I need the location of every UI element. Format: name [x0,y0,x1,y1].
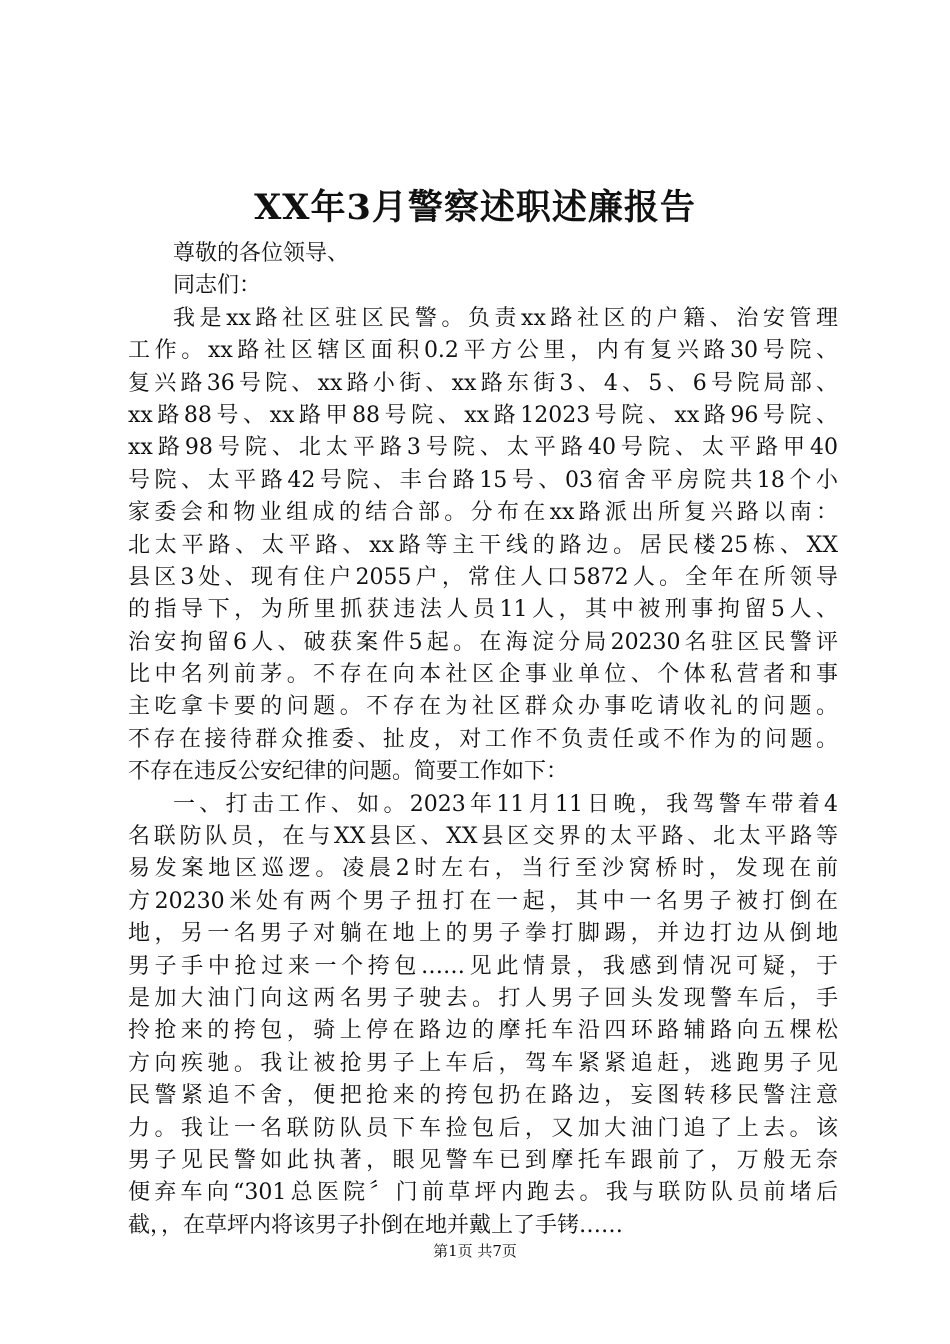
paragraph-line: 民警紧追不舍，便把抢来的挎包扔在路边，妄图转移民警注意 [128,1083,838,1109]
document-body [128,238,838,1242]
paragraph-line: 拎抢来的挎包，骑上停在路边的摩托车沿四环路辅路向五棵松 [128,1018,838,1044]
paragraph-line: 男子见民警如此执著，眼见警车已到摩托车跟前了，万般无奈 [128,1147,838,1173]
paragraph-line: 是加大油门向这两名男子驶去。打人男子回头发现警车后，手 [128,985,838,1011]
paragraph-line: 复兴路36号院、xx路小街、xx路东街3、4、5、6号院局部、 [128,370,838,396]
paragraph-line: 比中名列前茅。不存在向本社区企事业单位、个体私营者和事 [128,662,838,688]
paragraph-line: 号院、太平路42号院、丰台路15号、03宿舍平房院共18个小 [128,467,838,493]
paragraph-line: 不存在接待群众推委、扯皮，对工作不负责任或不作为的问题。 [128,726,838,752]
paragraph-line: 便弃车向“301总医院〞门前草坪内跑去。我与联防队员前堵后 [128,1180,838,1206]
paragraph-line: 一、打击工作、如。2023年11月11日晚，我驾警车带着4 [173,791,838,817]
greeting-line: 同志们： [173,273,262,299]
paragraph-line: 方20230米处有两个男子扭打在一起，其中一名男子被打倒在 [128,888,838,914]
page-number-footer: 第1页 共7页 [433,1242,517,1260]
greeting-line: 尊敬的各位领导、 [173,241,350,266]
paragraph-line: 易发案地区巡逻。凌晨2时左右，当行至沙窝桥时，发现在前 [128,856,838,882]
paragraph-line: xx路98号院、北太平路3号院、太平路40号院、太平路甲40 [128,435,838,461]
paragraph-line: 工作。xx路社区辖区面积0.2平方公里，内有复兴路30号院、 [128,338,838,364]
paragraph-line: 男子手中抢过来一个挎包……见此情景，我感到情况可疑，于 [128,953,838,979]
document-title: XX年3月警察述职述廉报告 [254,187,696,228]
paragraph-line: 名联防队员，在与XX县区、XX县区交界的太平路、北太平路等 [128,824,838,850]
paragraph-line: 主吃拿卡要的问题。不存在为社区群众办事吃请收礼的问题。 [128,694,838,720]
paragraph-line: 不存在违反公安纪律的问题。简要工作如下： [128,759,569,785]
paragraph-line: 我是xx路社区驻区民警。负责xx路社区的户籍、治安管理 [173,305,838,331]
paragraph-line: 的指导下，为所里抓获违法人员11人，其中被刑事拘留5人、 [128,597,838,623]
paragraph-line: 地，另一名男子对躺在地上的男子拳打脚踢，并边打边从倒地 [128,921,838,947]
paragraph-line: xx路88号、xx路甲88号院、xx路12023号院、xx路96号院、 [128,402,838,428]
paragraph-line: 力。我让一名联防队员下车捡包后，又加大油门追了上去。该 [128,1115,838,1141]
paragraph-line: 县区3处、现有住户2055户，常住人口5872人。全年在所领导 [128,564,838,590]
paragraph-line: 方向疾驰。我让被抢男子上车后，驾车紧紧追赶，逃跑男子见 [128,1050,838,1076]
paragraph-line: 家委会和物业组成的结合部。分布在xx路派出所复兴路以南： [128,500,838,526]
paragraph-line: 截，，在草坪内将该男子扑倒在地并戴上了手铐…… [128,1212,624,1238]
paragraph-line: 北太平路、太平路、xx路等主干线的路边。居民楼25栋、XX [128,532,838,558]
paragraph-line: 治安拘留6人、破获案件5起。在海淀分局20230名驻区民警评 [128,629,838,655]
